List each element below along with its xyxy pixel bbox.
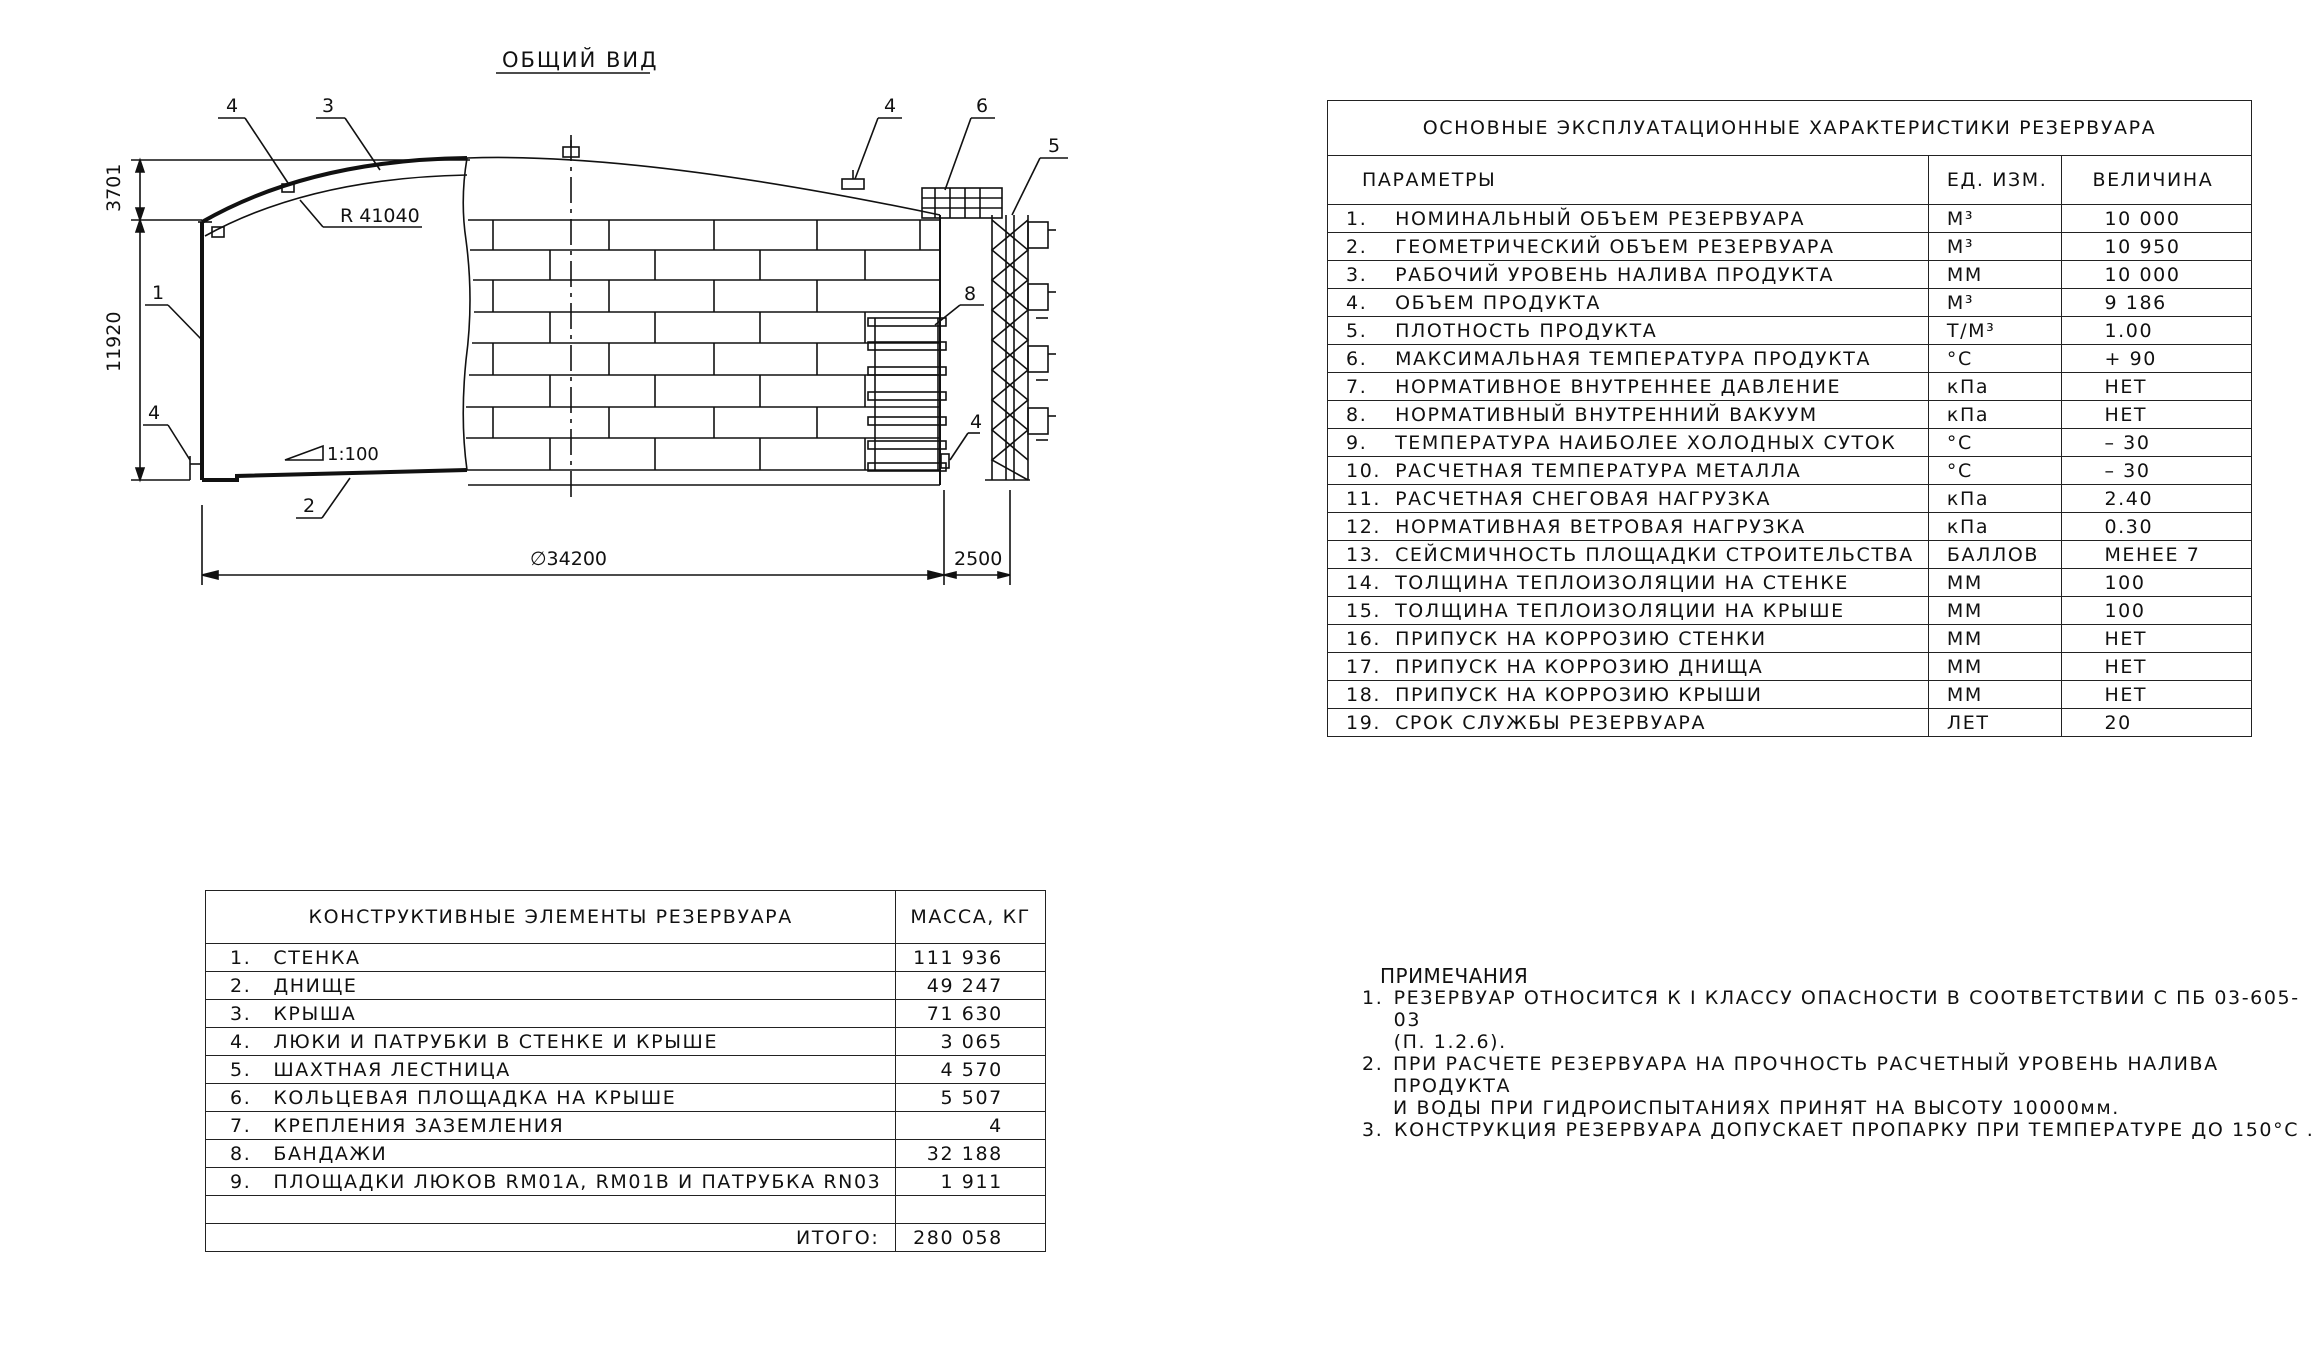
specs-row <box>1328 205 2252 233</box>
callout-8-bandages: 8 <box>964 283 977 305</box>
mass-row-number: 8. <box>206 1140 266 1168</box>
specs-row-unit: ММ <box>1928 569 2062 597</box>
specs-row-value: + 90 <box>2062 345 2252 373</box>
specs-row-unit: ММ <box>1928 597 2062 625</box>
specs-row-number: 2. <box>1328 233 1386 261</box>
mass-header-elements: КОНСТРУКТИВНЫЕ ЭЛЕМЕНТЫ РЕЗЕРВУАРА <box>206 891 896 944</box>
specs-row-parameter: ПРИПУСК НА КОРРОЗИЮ КРЫШИ <box>1385 681 1928 709</box>
specs-title: ОСНОВНЫЕ ЭКСПЛУАТАЦИОННЫЕ ХАРАКТЕРИСТИКИ РЕЗЕРВУАРА <box>1328 101 2252 156</box>
specs-row-value: НЕТ <box>2062 653 2252 681</box>
specs-row-value: 1.00 <box>2062 317 2252 345</box>
specs-row <box>1328 289 2252 317</box>
specs-header-parameters: ПАРАМЕТРЫ <box>1328 156 1929 205</box>
specs-row <box>1328 317 2252 345</box>
specs-row-unit: кПа <box>1928 485 2062 513</box>
note-item <box>1362 987 2316 1053</box>
specs-row-unit: °С <box>1928 429 2062 457</box>
mass-row <box>206 1028 1046 1056</box>
callout-4-grounding-right: 4 <box>970 411 983 433</box>
specs-row <box>1328 709 2252 737</box>
callout-6-ring-platform: 6 <box>976 95 989 117</box>
specs-row-parameter: ГЕОМЕТРИЧЕСКИЙ ОБЪЕМ РЕЗЕРВУАРА <box>1385 233 1928 261</box>
mass-row-element: КРЕПЛЕНИЯ ЗАЗЕМЛЕНИЯ <box>265 1112 896 1140</box>
specs-row-value: 100 <box>2062 597 2252 625</box>
specs-row <box>1328 345 2252 373</box>
specs-header-unit: ЕД. ИЗМ. <box>1928 156 2062 205</box>
mass-row <box>206 1084 1046 1112</box>
tank-general-view-drawing <box>0 0 1160 620</box>
mass-rows <box>206 944 1046 1196</box>
note-line: РЕЗЕРВУАР ОТНОСИТСЯ К I КЛАССУ ОПАСНОСТИ В СООТВЕТСТВИИ С ПБ 03-605-03 <box>1393 987 2300 1031</box>
specs-row-unit: Т/М³ <box>1928 317 2062 345</box>
specs-row-value: 20 <box>2062 709 2252 737</box>
mass-total-label: ИТОГО: <box>206 1224 896 1252</box>
mass-empty-row <box>206 1196 896 1224</box>
specs-row <box>1328 401 2252 429</box>
shaft-stair <box>985 215 1056 480</box>
specs-row-unit: М³ <box>1928 205 2062 233</box>
specs-row-parameter: ОБЪЕМ ПРОДУКТА <box>1385 289 1928 317</box>
specs-row-value: – 30 <box>2062 429 2252 457</box>
roof-radius-label: R 41040 <box>340 205 420 227</box>
mass-row-mass: 5 507 <box>896 1084 1045 1112</box>
specs-row-unit: °С <box>1928 345 2062 373</box>
mass-row <box>206 1112 1046 1140</box>
mass-row-element: КРЫША <box>265 1000 896 1028</box>
specs-row-number: 16. <box>1328 625 1386 653</box>
note-line: ПРИ РАСЧЕТЕ РЕЗЕРВУАРА НА ПРОЧНОСТЬ РАСЧЕТНЫЙ УРОВЕНЬ НАЛИВА ПРОДУКТА <box>1393 1053 2219 1097</box>
mass-row-element: ДНИЩЕ <box>265 972 896 1000</box>
callout-5-shaft-stair: 5 <box>1048 135 1061 157</box>
specs-row-unit: ММ <box>1928 681 2062 709</box>
mass-row-element: СТЕНКА <box>265 944 896 972</box>
specs-row-unit: ММ <box>1928 625 2062 653</box>
specs-row-value: НЕТ <box>2062 373 2252 401</box>
specs-row-number: 6. <box>1328 345 1386 373</box>
mass-row <box>206 1056 1046 1084</box>
specs-row-value: НЕТ <box>2062 625 2252 653</box>
specs-row <box>1328 541 2252 569</box>
mass-row-mass: 4 <box>896 1112 1045 1140</box>
diameter-dimension: ∅34200 <box>530 548 607 570</box>
specs-row <box>1328 569 2252 597</box>
mass-row-number: 2. <box>206 972 266 1000</box>
specs-row-parameter: РАБОЧИЙ УРОВЕНЬ НАЛИВА ПРОДУКТА <box>1385 261 1928 289</box>
mass-row-mass: 49 247 <box>896 972 1045 1000</box>
specs-row-number: 5. <box>1328 317 1386 345</box>
specs-row-parameter: ТОЛЩИНА ТЕПЛОИЗОЛЯЦИИ НА КРЫШЕ <box>1385 597 1928 625</box>
mass-row-number: 5. <box>206 1056 266 1084</box>
specs-row-unit: М³ <box>1928 289 2062 317</box>
specs-row-number: 10. <box>1328 457 1386 485</box>
specs-row-number: 13. <box>1328 541 1386 569</box>
specs-row-value: 0.30 <box>2062 513 2252 541</box>
specs-row-parameter: ПРИПУСК НА КОРРОЗИЮ СТЕНКИ <box>1385 625 1928 653</box>
roof-height-dimension: 3701 <box>103 163 125 212</box>
mass-row <box>206 1168 1046 1196</box>
mass-header-mass: МАССА, КГ <box>896 891 1045 944</box>
specs-rows <box>1328 205 2252 737</box>
mass-row-element: БАНДАЖИ <box>265 1140 896 1168</box>
specs-row-parameter: СРОК СЛУЖБЫ РЕЗЕРВУАРА <box>1385 709 1928 737</box>
specs-row-unit: кПа <box>1928 401 2062 429</box>
wall-courses <box>466 220 940 485</box>
callout-2-bottom: 2 <box>303 495 316 517</box>
specs-row-value: 2.40 <box>2062 485 2252 513</box>
mass-row-mass: 71 630 <box>896 1000 1045 1028</box>
mass-total-value: 280 058 <box>896 1224 1045 1252</box>
notes-list <box>1362 987 2316 1141</box>
specs-row <box>1328 429 2252 457</box>
specs-row-unit: кПа <box>1928 373 2062 401</box>
drawing-title: ОБЩИЙ ВИД <box>502 48 659 72</box>
specs-row-parameter: ПЛОТНОСТЬ ПРОДУКТА <box>1385 317 1928 345</box>
specs-row <box>1328 485 2252 513</box>
specs-row-number: 7. <box>1328 373 1386 401</box>
specs-row-number: 14. <box>1328 569 1386 597</box>
specs-row-number: 19. <box>1328 709 1386 737</box>
specs-row-value: НЕТ <box>2062 681 2252 709</box>
specs-row <box>1328 513 2252 541</box>
specs-row-number: 1. <box>1328 205 1386 233</box>
specs-row <box>1328 233 2252 261</box>
mass-row-number: 4. <box>206 1028 266 1056</box>
mass-row-element: ЛЮКИ И ПАТРУБКИ В СТЕНКЕ И КРЫШЕ <box>265 1028 896 1056</box>
note-text <box>1393 1053 2316 1119</box>
specs-row-number: 3. <box>1328 261 1386 289</box>
mass-row-number: 7. <box>206 1112 266 1140</box>
specs-row-value: 100 <box>2062 569 2252 597</box>
mass-row <box>206 1000 1046 1028</box>
mass-row <box>206 944 1046 972</box>
specs-row-unit: ЛЕТ <box>1928 709 2062 737</box>
specs-row-parameter: МАКСИМАЛЬНАЯ ТЕМПЕРАТУРА ПРОДУКТА <box>1385 345 1928 373</box>
specs-row <box>1328 653 2252 681</box>
specs-row-value: МЕНЕЕ 7 <box>2062 541 2252 569</box>
specs-row-parameter: НОРМАТИВНЫЙ ВНУТРЕННИЙ ВАКУУМ <box>1385 401 1928 429</box>
mass-row-element: КОЛЬЦЕВАЯ ПЛОЩАДКА НА КРЫШЕ <box>265 1084 896 1112</box>
callout-4-roof-nozzle-right: 4 <box>884 95 897 117</box>
mass-row-number: 1. <box>206 944 266 972</box>
callout-4-roof-nozzle: 4 <box>226 95 239 117</box>
specs-row-value: 10 000 <box>2062 205 2252 233</box>
note-number: 2. <box>1362 1053 1384 1075</box>
specs-row-number: 9. <box>1328 429 1386 457</box>
specs-row <box>1328 625 2252 653</box>
mass-row-number: 6. <box>206 1084 266 1112</box>
mass-row-number: 9. <box>206 1168 266 1196</box>
specs-row-parameter: НОРМАТИВНОЕ ВНУТРЕННЕЕ ДАВЛЕНИЕ <box>1385 373 1928 401</box>
note-text <box>1394 1119 2314 1141</box>
specs-row-parameter: ПРИПУСК НА КОРРОЗИЮ ДНИЩА <box>1385 653 1928 681</box>
wall-height-dimension: 11920 <box>103 311 125 372</box>
specs-row <box>1328 261 2252 289</box>
specs-row-parameter: ТОЛЩИНА ТЕПЛОИЗОЛЯЦИИ НА СТЕНКЕ <box>1385 569 1928 597</box>
specs-row-unit: ММ <box>1928 653 2062 681</box>
mass-row-mass: 3 065 <box>896 1028 1045 1056</box>
callout-3-roof: 3 <box>322 95 335 117</box>
specs-row-value: 10 950 <box>2062 233 2252 261</box>
specs-row-number: 15. <box>1328 597 1386 625</box>
specs-row-number: 11. <box>1328 485 1386 513</box>
mass-row <box>206 972 1046 1000</box>
specs-row-parameter: ТЕМПЕРАТУРА НАИБОЛЕЕ ХОЛОДНЫХ СУТОК <box>1385 429 1928 457</box>
structural-elements-mass-table <box>205 890 1046 1252</box>
specs-row-unit: БАЛЛОВ <box>1928 541 2062 569</box>
specs-row-number: 12. <box>1328 513 1386 541</box>
bottom-slope-label: 1:100 <box>327 444 379 465</box>
operating-characteristics-table <box>1327 100 2252 737</box>
specs-row-value: – 30 <box>2062 457 2252 485</box>
notes-block <box>1362 965 2316 1141</box>
notes-heading: ПРИМЕЧАНИЯ <box>1380 964 1529 988</box>
note-item <box>1362 1119 2316 1141</box>
bandages <box>868 318 946 471</box>
callout-1-wall: 1 <box>152 282 165 304</box>
specs-row-value: 10 000 <box>2062 261 2252 289</box>
note-line: (П. 1.2.6). <box>1393 1031 1507 1053</box>
specs-row-number: 8. <box>1328 401 1386 429</box>
specs-row-value: НЕТ <box>2062 401 2252 429</box>
stair-offset-dimension: 2500 <box>954 548 1003 570</box>
mass-row-element: ШАХТНАЯ ЛЕСТНИЦА <box>265 1056 896 1084</box>
note-item <box>1362 1053 2316 1119</box>
specs-row-number: 17. <box>1328 653 1386 681</box>
note-number: 3. <box>1362 1119 1384 1141</box>
specs-row-unit: М³ <box>1928 233 2062 261</box>
specs-row-parameter: РАСЧЕТНАЯ ТЕМПЕРАТУРА МЕТАЛЛА <box>1385 457 1928 485</box>
specs-row-number: 4. <box>1328 289 1386 317</box>
specs-row <box>1328 681 2252 709</box>
specs-row-parameter: НОМИНАЛЬНЫЙ ОБЪЕМ РЕЗЕРВУАРА <box>1385 205 1928 233</box>
note-line: КОНСТРУКЦИЯ РЕЗЕРВУАРА ДОПУСКАЕТ ПРОПАРКУ ПРИ ТЕМПЕРАТУРЕ ДО 150°С . <box>1394 1119 2315 1141</box>
mass-row-mass: 111 936 <box>896 944 1045 972</box>
note-number: 1. <box>1362 987 1384 1009</box>
mass-row-element: ПЛОЩАДКИ ЛЮКОВ RM01A, RM01B И ПАТРУБКА RN03 <box>265 1168 896 1196</box>
note-text <box>1394 987 2316 1053</box>
specs-row-unit: ММ <box>1928 261 2062 289</box>
specs-row-unit: °С <box>1928 457 2062 485</box>
specs-row-value: 9 186 <box>2062 289 2252 317</box>
callout-4-grounding-left: 4 <box>148 402 161 424</box>
specs-row-unit: кПа <box>1928 513 2062 541</box>
specs-row <box>1328 597 2252 625</box>
note-line: И ВОДЫ ПРИ ГИДРОИСПЫТАНИЯХ ПРИНЯТ НА ВЫСОТУ 10000мм. <box>1393 1097 2120 1119</box>
mass-row-mass: 1 911 <box>896 1168 1045 1196</box>
specs-header-value: ВЕЛИЧИНА <box>2062 156 2252 205</box>
mass-row-mass: 32 188 <box>896 1140 1045 1168</box>
specs-row <box>1328 373 2252 401</box>
specs-row-parameter: РАСЧЕТНАЯ СНЕГОВАЯ НАГРУЗКА <box>1385 485 1928 513</box>
specs-row-parameter: НОРМАТИВНАЯ ВЕТРОВАЯ НАГРУЗКА <box>1385 513 1928 541</box>
specs-row-parameter: СЕЙСМИЧНОСТЬ ПЛОЩАДКИ СТРОИТЕЛЬСТВА <box>1385 541 1928 569</box>
mass-row-mass: 4 570 <box>896 1056 1045 1084</box>
mass-row-number: 3. <box>206 1000 266 1028</box>
specs-row-number: 18. <box>1328 681 1386 709</box>
specs-row <box>1328 457 2252 485</box>
mass-row <box>206 1140 1046 1168</box>
